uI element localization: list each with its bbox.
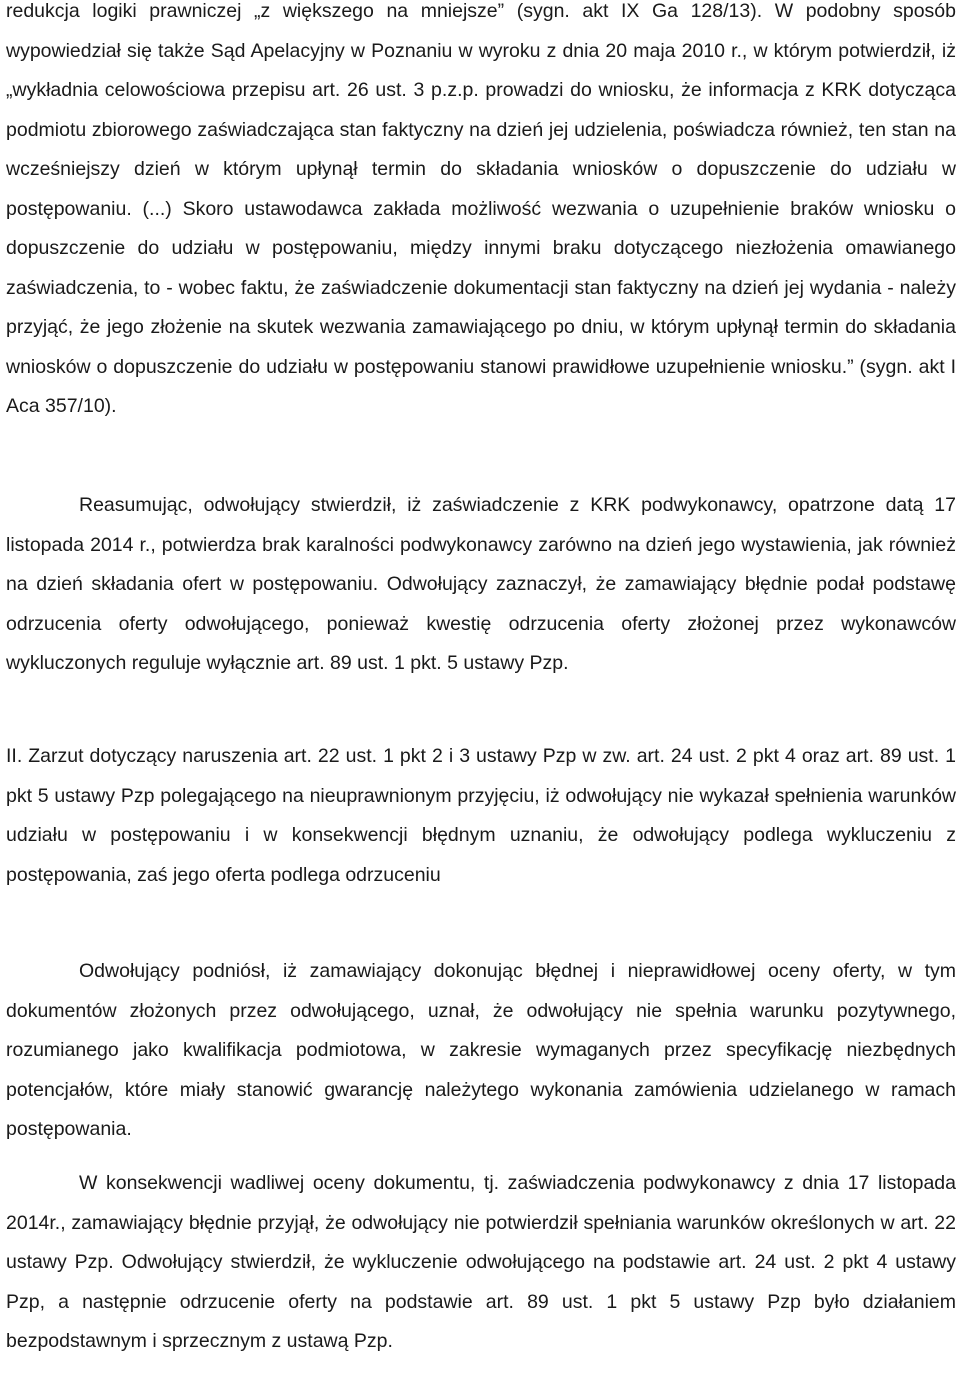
- paragraph-appellant-argument: Odwołujący podniósł, iż zamawiający dokonując błędnej i nieprawidłowej oceny oferty, w tym dokumentów złożonych przez odwołującego, uznał, że odwołujący nie spełnia warunku pozytywnego, rozumianego jako kwalifikacja podmiotowa, w zakresie wymaganych przez specyfikację niezbędnych potencjałów, które miały stanowić gwarancję należytego wykonania zamówienia udzielanego w ramach postępowania.: [6, 960, 956, 1140]
- paragraph-consequence: W konsekwencji wadliwej oceny dokumentu, tj. zaświadczenia podwykonawcy z dnia 17 listopada 2014r., zamawiający błędnie przyjął, że odwołujący nie potwierdził spełniania warunków określonych w art. 22 ustawy Pzp. Odwołujący stwierdził, że wykluczenie odwołującego na podstawie art. 24 ust. 2 pkt 4 ustawy Pzp, a następnie odrzucenie oferty na podstawie art. 89 ust. 1 pkt 5 ustawy Pzp było działaniem bezpodstawnym i sprzecznym z ustawą Pzp.: [6, 1172, 956, 1352]
- paragraph-summary: Reasumując, odwołujący stwierdził, iż zaświadczenie z KRK podwykonawcy, opatrzone datą 17 listopada 2014 r., potwierdza brak karalności podwykonawcy zarówno na dzień jego wystawienia, jak również na dzień składania ofert w postępowaniu. Odwołujący zaznaczył, że zamawiający błędnie podał podstawę odrzucenia oferty odwołującego, ponieważ kwestię odrzucenia oferty złożonej przez wykonawców wykluczonych reguluje wyłącznie art. 89 ust. 1 pkt. 5 ustawy Pzp.: [6, 494, 956, 674]
- paragraph-charge-heading: II. Zarzut dotyczący naruszenia art. 22 ust. 1 pkt 2 i 3 ustawy Pzp w zw. art. 24 ust. 2 pkt 4 oraz art. 89 ust. 1 pkt 5 ustawy Pzp polegającego na nieuprawnionym przyjęciu, iż odwołujący nie wykazał spełnienia warunków udziału w postępowaniu i w konsekwencji błędnym uznaniu, że odwołujący podlega wykluczeniu z postępowania, zaś jego oferta podlega odrzuceniu: [6, 745, 956, 886]
- paragraph-court-ruling-quote: redukcja logiki prawniczej „z większego na mniejsze” (sygn. akt IX Ga 128/13). W podobny sposób wypowiedział się także Sąd Apelacyjny w Poznaniu w wyroku z dnia 20 maja 2010 r., w którym potwierdził, iż „wykładnia celowościowa przepisu art. 26 ust. 3 p.z.p. prowadzi do wniosku, że informacja z KRK dotycząca podmiotu zbiorowego zaświadczająca stan faktyczny na dzień jej udzielenia, poświadcza również, ten stan na wcześniejszy dzień w którym upłynął termin do składania wniosków o dopuszczenie do udziału w postępowaniu. (...) Skoro ustawodawca zakłada możliwość wezwania o uzupełnienie braków wniosku o dopuszczenie do udziału w postępowaniu, między innymi braku dotyczącego niezłożenia omawianego zaświadczenia, to - wobec faktu, że zaświadczenie dokumentacji stan faktyczny na dzień jej wydania - należy przyjąć, że jego złożenie na skutek wezwania zamawiającego po dniu, w którym upłynął termin do składania wniosków o dopuszczenie do udziału w postępowaniu stanowi prawidłowe uzupełnienie wniosku.” (sygn. akt I Aca 357/10).: [6, 0, 956, 417]
